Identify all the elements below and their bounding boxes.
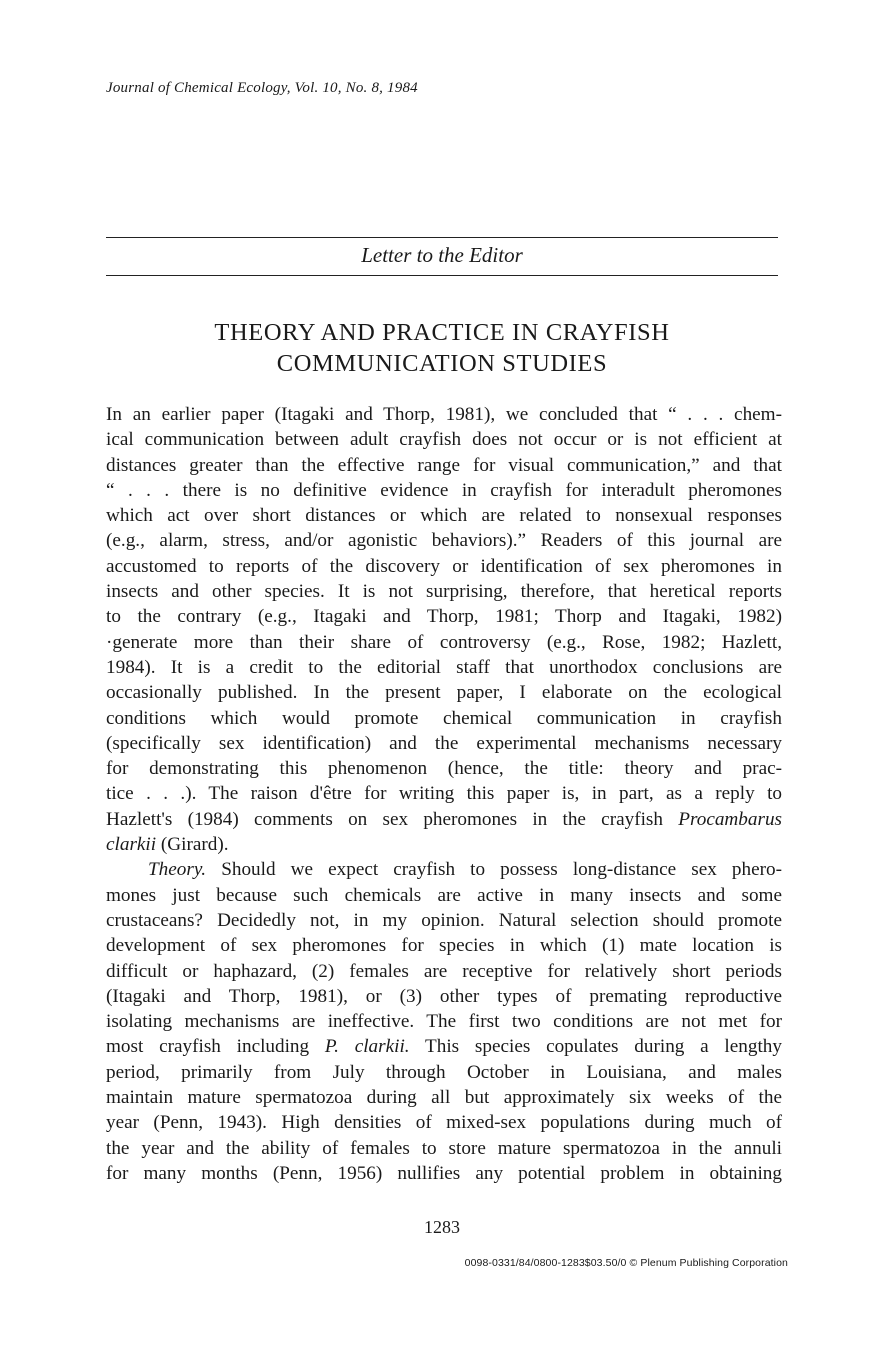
body-text-fragment: Should we expect crayfish to possess long-distance sex phero-: [221, 859, 783, 881]
body-line: accustomed to reports of the discovery or identification of sex pheromones in: [106, 555, 782, 577]
journal-citation: Journal of Chemical Ecology, Vol. 10, No. 8, 1984: [106, 80, 418, 96]
body-line: maintain mature spermatozoa during all but approximately six weeks of the: [106, 1087, 782, 1109]
title-line-2: COMMUNICATION STUDIES: [276, 350, 608, 377]
body-line: for many months (Penn, 1956) nullifies any potential problem in obtaining: [106, 1162, 782, 1184]
section-label: Letter to the Editor: [361, 243, 523, 267]
copyright-footer: 0098-0331/84/0800-1283$03.50/0 © Plenum Publishing Corporation: [464, 1257, 788, 1269]
body-line: development of sex pheromones for species in which (1) mate location is: [106, 935, 782, 957]
body-line: In an earlier paper (Itagaki and Thorp, 1981), we concluded that “ . . . chem-: [106, 404, 782, 425]
page-number: 1283: [424, 1217, 460, 1237]
body-line: (e.g., alarm, stress, and/or agonistic behaviors).” Readers of this journal are: [106, 530, 782, 552]
body-line: [106, 832, 782, 857]
bottom-rule: [106, 275, 778, 276]
body-line: isolating mechanisms are ineffective. The first two conditions are not met for: [106, 1011, 782, 1033]
body-line: distances greater than the effective range for visual communication,” and that: [106, 454, 782, 476]
body-line: (Itagaki and Thorp, 1981), or (3) other types of premating reproductive: [106, 985, 782, 1007]
body-line: to the contrary (e.g., Itagaki and Thorp, 1981; Thorp and Itagaki, 1982): [106, 606, 782, 628]
body-line: the year and the ability of females to store mature spermatozoa in the annuli: [106, 1137, 782, 1159]
body-line: year (Penn, 1943). High densities of mixed-sex populations during much of: [106, 1112, 782, 1134]
body-line: for demonstrating this phenomenon (hence, the title: theory and prac-: [106, 758, 782, 780]
body-text-fragment: (Girard).: [160, 834, 229, 856]
body-line: crustaceans? Decidedly not, in my opinion. Natural selection should promote: [106, 909, 782, 931]
body-text-fragment: most crayfish including: [106, 1036, 310, 1058]
body-line: which act over short distances or which are related to nonsexual responses: [106, 505, 782, 527]
top-rule: [106, 237, 778, 238]
body-line: [106, 807, 782, 832]
species-name-italic: clarkii: [106, 834, 157, 856]
title-line-1: THEORY AND PRACTICE IN CRAYFISH: [214, 319, 670, 346]
body-line: [106, 1034, 782, 1059]
species-name-italic: Procambarus: [678, 808, 783, 830]
body-line: insects and other species. It is not surprising, therefore, that heretical reports: [106, 581, 782, 603]
body-line: difficult or haphazard, (2) females are receptive for relatively short periods: [106, 960, 782, 982]
body-text-fragment: This species copulates during a lengthy: [425, 1036, 782, 1058]
body-line: 1984). It is a credit to the editorial staff that unorthodox conclusions are: [106, 656, 782, 678]
body-line: “ . . . there is no definitive evidence in crayfish for interadult pheromones: [106, 479, 782, 501]
body-text-fragment: Hazlett's (1984) comments on sex pheromones in the crayfish: [106, 808, 663, 830]
body-text: [106, 402, 782, 1186]
body-line: ical communication between adult crayfish does not occur or is not efficient at: [106, 429, 782, 451]
body-line: mones just because such chemicals are active in many insects and some: [106, 884, 782, 906]
body-line: (specifically sex identification) and the experimental mechanisms necessary: [106, 732, 782, 754]
body-line: [106, 857, 782, 882]
body-line: conditions which would promote chemical communication in crayfish: [106, 707, 782, 729]
body-line: occasionally published. In the present paper, I elaborate on the ecological: [106, 682, 782, 704]
body-line: ·generate more than their share of controversy (e.g., Rose, 1982; Hazlett,: [106, 631, 782, 653]
body-line: tice . . .). The raison d'être for writing this paper is, in part, as a reply to: [106, 783, 782, 805]
species-name-italic: P. clarkii.: [324, 1036, 410, 1058]
body-line: period, primarily from July through October in Louisiana, and males: [106, 1061, 782, 1083]
subsection-heading: Theory.: [148, 859, 207, 881]
article-title: [106, 317, 778, 379]
